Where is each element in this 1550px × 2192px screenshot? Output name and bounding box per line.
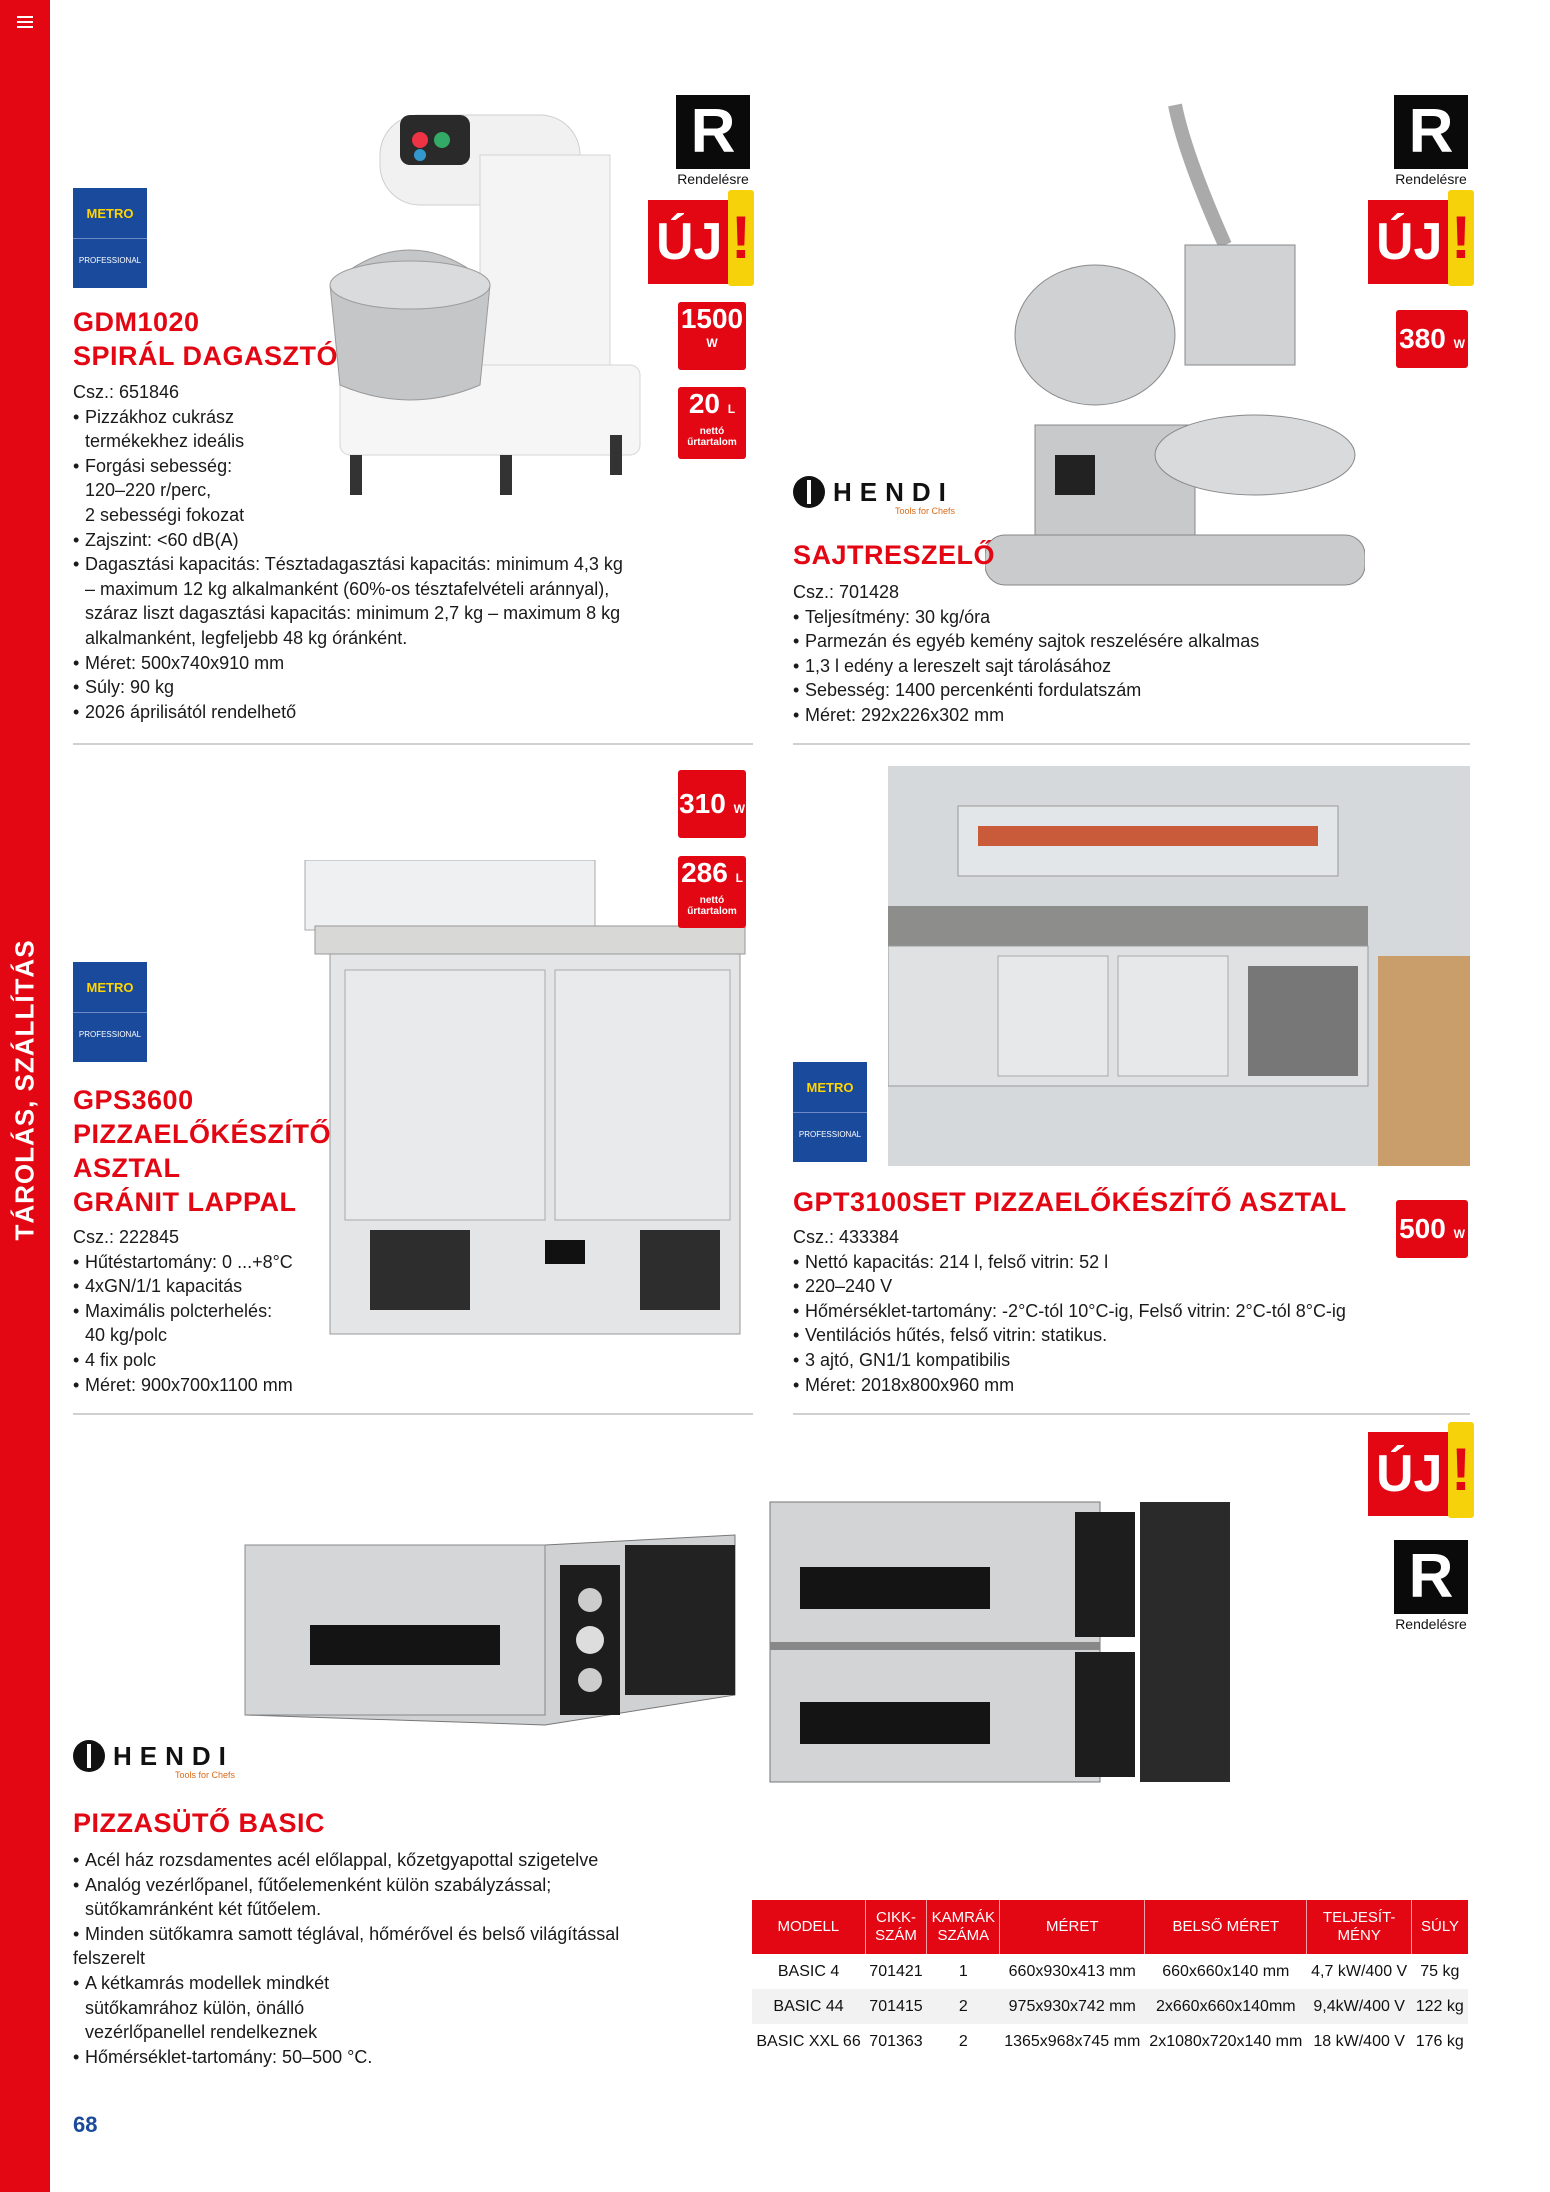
bullet: • Forgási sebesség: 120–220 r/perc, 2 sebességi fokozat — [73, 454, 673, 528]
product-title-gpt3100set: GPT3100SET PIZZAELŐKÉSZÍTŐ ASZTAL — [793, 1187, 1347, 1217]
hendi-icon — [73, 1740, 105, 1772]
bullet: • Pizzákhoz cukrász termékekhez ideális — [73, 405, 673, 454]
col-header: SÚLY — [1412, 1900, 1468, 1954]
divider — [73, 743, 753, 745]
section-sidebar — [0, 0, 50, 2192]
product-code: Csz.: 222845 — [73, 1227, 180, 1247]
bullet: • Dagasztási kapacitás: Tésztadagasztási kapacitás: minimum 4,3 kg – maximum 12 kg alkalmanként (60%-os tésztafelvételi aránnyal), száraz liszt dagasztási kapacitás: minimum 2,7 kg – maximum 8 kg alkalmanként, legfeljebb 48 kg óránként. — [73, 552, 673, 650]
product-title-gdm1020: GDM1020 SPIRÁL DAGASZTÓ — [73, 307, 339, 371]
cheese-grater-image — [985, 95, 1365, 595]
product-details-gps3600 — [73, 1225, 333, 1397]
metro-professional-logo: METRO PROFESSIONAL — [793, 1062, 867, 1162]
rendelesre-badge: R Rendelésre — [1395, 1542, 1467, 1632]
table-row: BASIC XXL 66 701363 2 1365x968x745 mm 2x1080x720x140 mm 18 kW/400 V 176 kg — [756, 2032, 1464, 2050]
bullet: • Méret: 2018x800x960 mm — [793, 1373, 1453, 1398]
bullet: • Analóg vezérlőpanel, fűtőelemenként külön szabályzással; sütőkamránként két fűtőelem. — [73, 1873, 713, 1922]
power-badge: 310 W — [678, 770, 746, 838]
power-badge: 380 W — [1396, 310, 1468, 368]
oven-spec-table — [752, 1900, 1468, 2059]
double-pizza-oven-image — [760, 1492, 1240, 1792]
bullet: • 4 fix polc — [73, 1348, 333, 1373]
metro-professional-logo: METRO PROFESSIONAL — [73, 188, 147, 288]
product-details-gpt3100set — [793, 1225, 1453, 1397]
bullet: • Hőmérséklet-tartomány: -2°C-tól 10°C-ig, Felső vitrin: 2°C-tól 8°C-ig — [793, 1299, 1453, 1324]
bullet: • Parmezán és egyéb kemény sajtok reszelésére alkalmas — [793, 629, 1453, 654]
power-badge: 1500 W — [678, 302, 746, 370]
bullet: • Hőmérséklet-tartomány: 50–500 °C. — [73, 2045, 713, 2070]
col-header: MODELL — [752, 1900, 865, 1954]
col-header: KAMRÁK SZÁMA — [927, 1900, 1000, 1954]
col-header: MÉRET — [1000, 1900, 1145, 1954]
hendi-icon — [793, 476, 825, 508]
product-code: Csz.: 651846 — [73, 382, 180, 402]
product-details-sajtreszelo — [793, 580, 1453, 728]
power-badge: 500 W — [1396, 1200, 1468, 1258]
product-title-pizzasuto: PIZZASÜTŐ BASIC — [73, 1808, 326, 1838]
bullet: • Maximális polcterhelés: 40 kg/polc — [73, 1299, 333, 1348]
bullet: • Ventilációs hűtés, felső vitrin: statikus. — [793, 1323, 1453, 1348]
rendelesre-badge: R Rendelésre — [677, 97, 749, 187]
col-header: CIKK- SZÁM — [865, 1900, 927, 1954]
pizza-prep-counter-image — [888, 766, 1470, 1166]
hendi-logo: HENDI Tools for Chefs — [793, 476, 955, 516]
bullet: • Méret: 292x226x302 mm — [793, 703, 1453, 728]
section-title: TÁROLÁS, SZÁLLÍTÁS — [9, 939, 40, 1241]
product-details-gdm1020 — [73, 380, 673, 724]
bullet: • Súly: 90 kg — [73, 675, 673, 700]
table-header-row — [752, 1900, 1468, 1954]
page-number: 68 — [73, 2112, 98, 2137]
hendi-logo: HENDI Tools for Chefs — [73, 1740, 235, 1780]
bullet: • 220–240 V — [793, 1274, 1453, 1299]
divider — [793, 1413, 1470, 1415]
table-row: BASIC 44 701415 2 975x930x742 mm 2x660x660x140mm 9,4kW/400 V 122 kg — [752, 1989, 1468, 2024]
volume-badge: 286 L nettó űrtartalom — [678, 856, 746, 928]
pizza-prep-table-image — [295, 860, 755, 1340]
bullet: • Zajszint: <60 dB(A) — [73, 528, 673, 553]
bullet: • Méret: 500x740x910 mm — [73, 651, 673, 676]
new-badge: ÚJ ! — [1368, 1432, 1468, 1516]
new-badge: ÚJ ! — [1368, 200, 1468, 284]
bullet: • Méret: 900x700x1100 mm — [73, 1373, 333, 1398]
divider — [793, 743, 1470, 745]
col-header: BELSŐ MÉRET — [1145, 1900, 1307, 1954]
bullet: • Sebesség: 1400 percenkénti fordulatszám — [793, 678, 1453, 703]
bullet: • 2026 áprilisától rendelhető — [73, 700, 673, 725]
menu-icon[interactable] — [17, 16, 33, 31]
product-title-sajtreszelo: SAJTRESZELŐ — [793, 540, 996, 570]
table-row: BASIC 4 701421 1 660x930x413 mm 660x660x140 mm 4,7 kW/400 V 75 kg — [777, 1962, 1460, 1980]
product-details-pizzasuto — [73, 1848, 713, 2069]
product-title-gps3600: GPS3600 PIZZAELŐKÉSZÍTŐ ASZTAL GRÁNIT LAPPAL — [73, 1085, 332, 1217]
divider — [73, 1413, 753, 1415]
bullet: • A kétkamrás modellek mindkét sütőkamrához külön, önálló vezérlőpanellel rendelkeznek — [73, 1971, 713, 2045]
product-code: Csz.: 701428 — [793, 582, 900, 602]
bullet: • Minden sütőkamra samott téglával, hőmérővel és belső világítással felszerelt — [73, 1922, 713, 1971]
bullet: • Hűtéstartomány: 0 ...+8°C — [73, 1250, 333, 1275]
single-pizza-oven-image — [225, 1525, 740, 1745]
col-header: TELJESÍT- MÉNY — [1307, 1900, 1412, 1954]
bullet: • Acél ház rozsdamentes acél előlappal, kőzetgyapottal szigetelve — [73, 1848, 713, 1873]
bullet: • 4xGN/1/1 kapacitás — [73, 1274, 333, 1299]
bullet: • 1,3 l edény a lereszelt sajt tárolásához — [793, 654, 1453, 679]
volume-badge: 20 L nettó űrtartalom — [678, 387, 746, 459]
rendelesre-badge: R Rendelésre — [1395, 97, 1467, 187]
bullet: • Nettó kapacitás: 214 l, felső vitrin: 52 l — [793, 1250, 1453, 1275]
metro-professional-logo: METRO PROFESSIONAL — [73, 962, 147, 1062]
bullet: • 3 ajtó, GN1/1 kompatibilis — [793, 1348, 1453, 1373]
bullet: • Teljesítmény: 30 kg/óra — [793, 605, 1453, 630]
new-badge: ÚJ ! — [648, 200, 748, 284]
product-code: Csz.: 433384 — [793, 1227, 900, 1247]
